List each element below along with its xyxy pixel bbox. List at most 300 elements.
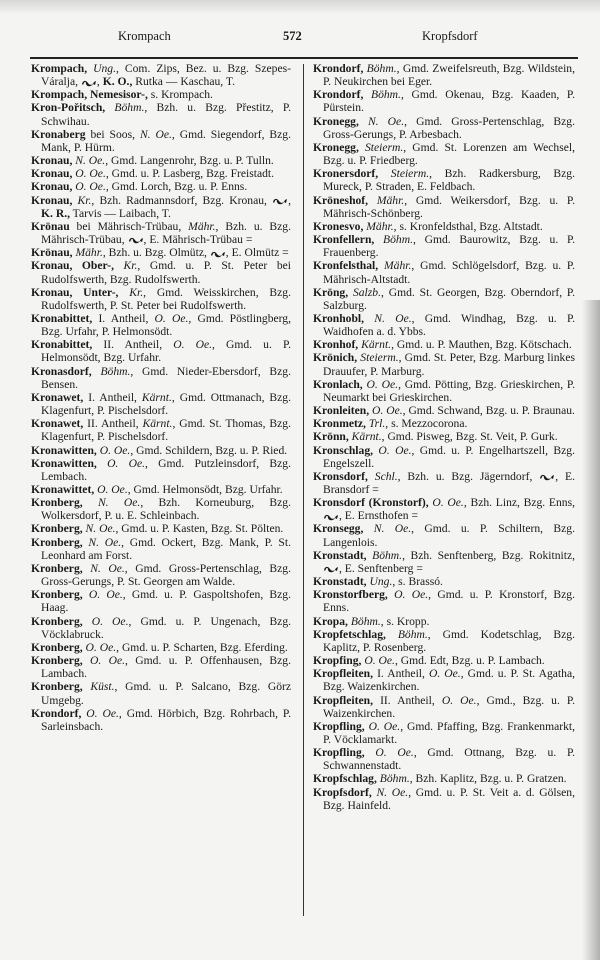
entry-text: , Gmd. u. P. Engelhartszell, Bzg. Engelszell.: [323, 443, 575, 470]
entry-text: , Gmd. u. P. St. Agatha, Bzg. Waizenkirchen.: [323, 667, 575, 694]
entry-text: [374, 233, 383, 246]
entry-region: Trl.: [368, 417, 386, 431]
entry-text: [83, 615, 92, 628]
gazetteer-entry: [313, 115, 575, 141]
entry-headword: Krönau,: [31, 246, 73, 260]
gazetteer-entry: [313, 259, 575, 285]
gazetteer-entry: [313, 746, 575, 772]
entry-text: , Gmd. St. Georgen, Bzg. Oberndorf, P. Salzburg.: [323, 285, 575, 312]
post-horn-icon: [272, 197, 288, 205]
entry-text: , Gmd. u. P. Mauthen, Bzg. Kötschach.: [391, 338, 572, 352]
gazetteer-entry: [31, 707, 291, 733]
gazetteer-entry: [31, 483, 291, 496]
entry-text: , Gmd. Lorch, Bzg. u. P. Enns.: [105, 180, 248, 194]
entry-headword: Kröneshof,: [313, 193, 369, 207]
entry-text: II. Antheil,: [92, 338, 174, 352]
entry-headword: Kron-Pořitsch,: [31, 101, 106, 115]
entry-region: O. Oe.: [99, 443, 131, 457]
entry-headword: Kronasdorf,: [31, 364, 92, 378]
gazetteer-entry: [31, 444, 291, 457]
entry-headword: Krompach, Nemesisor-,: [31, 88, 148, 102]
entry-text: , Bzh. Radkersburg, Bzg. Mureck, P. Straden, E. Feldbach.: [323, 167, 575, 194]
entry-headword: Krönich,: [313, 351, 358, 365]
entry-headword: Kronberg,: [31, 588, 83, 602]
entry-region: N. Oe.: [88, 535, 122, 549]
gazetteer-entry: [313, 588, 575, 614]
entry-text: II. Antheil,: [373, 693, 442, 707]
entry-region: O. Oe.: [375, 746, 414, 760]
entry-text: , Gmd. u. P. Scharten, Bzg. Eferding.: [116, 640, 288, 654]
gazetteer-entry: [313, 772, 575, 785]
entry-text: , Bzh. Radmannsdorf, Bzg. Kronau,: [91, 193, 273, 207]
gazetteer-entry: [313, 233, 575, 259]
entry-headword: Kronberg,: [31, 654, 83, 668]
entry-text: , E. Ernsthofen =: [339, 509, 418, 523]
gazetteer-entry: [31, 562, 291, 588]
entry-text: , Gmd. Helmonsödt, Bzg. Urfahr.: [127, 483, 283, 496]
entry-headword: Kronaberg: [31, 127, 86, 141]
entry-headword: Kronawet,: [31, 390, 84, 404]
entry-text: [368, 194, 377, 207]
entry-text: [359, 115, 368, 128]
entry-region: Böhm.: [372, 548, 403, 562]
entry-region: N. Oe.,: [139, 127, 175, 141]
entry-text: , Gmd. Kodetschlag, Bzg. Kaplitz, P. Rosenberg.: [323, 627, 575, 654]
gazetteer-entry: [313, 286, 575, 312]
gazetteer-entry: [313, 62, 575, 88]
entry-text: , Gmd. u. P. Kronstorf, Bzg. Enns.: [323, 588, 575, 615]
entry-text: , E. Olmütz =: [225, 246, 289, 260]
entry-text: Gmd. Pöstlingberg, Bzg. Urfahr, P. Helmonsödt.: [41, 311, 291, 339]
entry-headword: Kropfleiten,: [313, 667, 374, 681]
entry-text: , Bzh. Kaplitz, Bzg. u. P. Gratzen.: [409, 772, 567, 786]
entry-headword: Kronau,: [31, 193, 73, 207]
entry-text: ,: [288, 193, 291, 207]
gazetteer-entry: [313, 654, 575, 667]
entry-headword: Kronegg,: [313, 114, 359, 128]
entry-region: O. Oe.: [75, 167, 106, 181]
gazetteer-entry: [313, 628, 575, 654]
entry-region: Kärnt.: [361, 338, 392, 352]
entry-headword: Kropfing,: [313, 654, 362, 668]
entry-text: , Gmd. u. P. Schiltern, Bzg. Langenlois.: [323, 522, 575, 549]
gazetteer-entry: [31, 365, 291, 391]
entry-region: Böhm.: [371, 88, 401, 102]
entry-region: Mähr.: [188, 219, 216, 233]
entry-region: O. Oe.: [91, 614, 129, 628]
entry-region: O. Oe.: [364, 654, 395, 668]
entry-region: Böhm.: [379, 772, 410, 786]
gazetteer-entry: [31, 496, 291, 522]
entry-region: Kr.: [123, 259, 138, 273]
gazetteer-entry: [313, 444, 575, 470]
entry-text: , Gmd. Edt, Bzg. u. P. Lambach.: [394, 654, 545, 668]
entry-text: ,: [96, 75, 103, 89]
entry-headword: Kropfetschlag,: [313, 627, 386, 641]
entry-region: Salzb.: [352, 285, 381, 299]
entry-text: , Bzh. Korneuburg, Bzg. Wolkersdorf, P. u. E. Schleinbach.: [41, 496, 291, 523]
gazetteer-entry: [313, 430, 575, 443]
entry-text: , E. Mährisch-Trübau =: [143, 233, 253, 247]
entry-text: , Gmd. Nieder-Ebersdorf, Bzg. Bensen.: [41, 364, 291, 391]
running-header: [0, 29, 600, 45]
post-horn-icon: [210, 250, 226, 258]
gazetteer-entry: [31, 167, 291, 180]
entry-text: [368, 470, 375, 483]
gazetteer-entry: [31, 338, 291, 364]
entry-headword: Kropfschlag,: [313, 772, 377, 786]
entry-text: , Gmd. u. P. Helmonsödt, Bzg. Urfahr.: [41, 338, 291, 365]
gazetteer-entry: [31, 128, 291, 154]
entry-region: Ung.: [93, 62, 117, 75]
post-horn-icon: [128, 236, 144, 244]
column-divider: [303, 64, 304, 916]
entry-headword: Kronabittet,: [31, 311, 93, 325]
gazetteer-entry: [313, 338, 575, 351]
entry-region: N. Oe.: [97, 496, 141, 510]
scan-top-shading: [0, 0, 600, 14]
gazetteer-entry: [31, 62, 291, 88]
entry-text: , Gmd. Baurowitz, Bzg. u. P. Frauenberg.: [323, 233, 576, 260]
entry-region: N. Oe.: [374, 311, 412, 325]
entry-headword: Kronberg,: [31, 614, 83, 628]
gazetteer-entry: [313, 720, 575, 746]
entry-text: , E. Bransdorf =: [323, 469, 575, 496]
gazetteer-entry: [31, 641, 291, 654]
entry-region: O. Oe.: [394, 588, 429, 602]
entry-text: I. Antheil,: [92, 311, 155, 325]
entry-text: , Gmd. St. Peter, Bzg. Marburg linkes Drauufer, P. Marburg.: [323, 351, 576, 378]
entry-headword: Kronhof,: [313, 338, 359, 352]
entry-region: Küst.: [90, 680, 115, 694]
entry-headword: Kronberg,: [31, 680, 83, 694]
entry-text: , Gmd. Zweifelsreuth, Bzg. Wildstein, P. Neukirchen bei Eger.: [323, 62, 575, 89]
entry-headword: Krönau: [31, 219, 70, 233]
entry-headword: Kronstorfberg,: [313, 588, 388, 602]
entry-region: Kärnt.: [142, 417, 173, 431]
entry-region: Ung.: [369, 575, 393, 589]
entry-headword: Kronawittet,: [31, 483, 95, 496]
entry-text: , Gmd. u. P. Offenhausen, Bzg. Lambach.: [41, 654, 292, 681]
gazetteer-entry: [31, 259, 291, 285]
entry-text: , Bzh. u. Bzg. Mährisch-Trübau,: [41, 219, 291, 247]
entry-region: O. Oe.: [378, 443, 412, 457]
entry-text: , Gmd. u. P. Kasten, Bzg. St. Pölten.: [115, 522, 284, 536]
entry-region: Kärnt.: [351, 430, 382, 444]
gazetteer-entry: [313, 312, 575, 338]
gazetteer-entry: [313, 667, 575, 693]
entry-region: Böhm.: [383, 233, 413, 247]
gazetteer-entry: [31, 680, 291, 706]
entry-text: , Gmd. Ockert, Bzg. Mank, P. St. Leonhard am Forst.: [41, 535, 291, 562]
entry-text: , Gmd. u. P. Salcano, Bzg. Görz Umgebg.: [41, 680, 291, 707]
entry-region: N. Oe.: [75, 154, 106, 168]
entry-text: , Gmd. Weisskirchen, Bzg. Rudolfswerth, P. St. Peter bei Rudolfswerth.: [41, 285, 291, 312]
entry-text: , Gmd. u. P. Gaspoltshofen, Bzg. Haag.: [41, 588, 291, 615]
entry-text: bei Mährisch-Trübau,: [69, 219, 189, 233]
entry-text: , Com. Zips, Bez. u. Bzg. Szepes-Váralja,: [41, 62, 291, 89]
gazetteer-entry: [313, 88, 575, 114]
entry-headword: Kronabittet,: [31, 338, 93, 352]
entry-region: Steierm.: [390, 167, 430, 181]
entry-text: , Gmd. Putzleinsdorf, Bzg. Lembach.: [41, 456, 291, 483]
entry-headword: K. O.,: [102, 75, 133, 89]
entry-headword: Kronau,: [31, 180, 73, 194]
entry-headword: Kronlach,: [313, 377, 363, 391]
gazetteer-entry: [31, 615, 291, 641]
entry-text: [386, 628, 398, 641]
page-number: 572: [283, 29, 302, 43]
entry-headword: Kronstadt,: [313, 575, 367, 589]
entry-text: , s. Brassó.: [392, 575, 443, 589]
entry-text: [363, 522, 373, 535]
entry-headword: Krompach,: [31, 62, 88, 75]
entry-text: , Gmd. Pötting, Bzg. Grieskirchen, P. Neumarkt bei Grieskirchen.: [323, 377, 575, 404]
entry-headword: Krondorf,: [313, 88, 364, 102]
entry-text: Tarvis — Laibach, T.: [69, 206, 171, 220]
entry-text: bei Soos,: [85, 127, 140, 141]
entry-headword: K. R.,: [41, 206, 70, 220]
gazetteer-entry: [31, 457, 291, 483]
entry-region: N. Oe.: [90, 561, 125, 575]
entry-region: Mähr.: [75, 246, 103, 260]
left-column: [31, 62, 291, 733]
entry-headword: Kropa,: [313, 614, 348, 628]
entry-region: O. Oe.: [88, 588, 123, 602]
entry-text: , Gmd. Hörbich, Bzg. Rohrbach, P. Sarleinsbach.: [41, 706, 291, 733]
entry-region: O. Oe.: [368, 719, 401, 733]
entry-headword: Kronau, Ober-,: [31, 259, 114, 273]
entry-text: , Gmd. u. P. Ungenach, Bzg. Vöcklabruck.: [41, 614, 292, 641]
entry-region: O. Oe.: [432, 496, 464, 510]
gazetteer-entry: [313, 470, 575, 496]
entry-text: , Gmd. u. P. Lasberg, Bzg. Freistadt.: [105, 167, 275, 181]
entry-text: , Gmd., Bzg. u. P. Waizenkirchen.: [323, 693, 575, 720]
entry-headword: Kronau,: [31, 167, 73, 181]
entry-text: , Bzh. Linz, Bzg. Enns,: [463, 496, 576, 510]
entry-region: Mähr.: [366, 219, 394, 233]
entry-text: [378, 167, 391, 180]
entry-text: , Gmd. u. P. St. Peter bei Rudolfswerth, Bzg. Rudolfswerth.: [41, 259, 292, 286]
entry-text: s. Krompach.: [147, 88, 213, 102]
entry-region: Kr.: [77, 193, 92, 207]
entry-region: N. Oe.: [367, 114, 405, 128]
entry-headword: Krönn,: [313, 430, 349, 444]
entry-text: Gmd. Siegendorf, Bzg. Mank, P. Hürm.: [41, 127, 292, 154]
gazetteer-entry: [31, 522, 291, 535]
entry-headword: Kröng,: [313, 285, 349, 299]
entry-region: N. Oe.: [85, 522, 116, 536]
entry-region: Mähr.: [376, 193, 405, 207]
entry-headword: Krondorf,: [313, 62, 364, 75]
entry-text: I. Antheil,: [373, 667, 429, 681]
entry-region: Kr.: [129, 285, 144, 299]
entry-text: , Gmd. Schlögelsdorf, Bzg. u. P. Mährisch-Altstadt.: [323, 259, 575, 286]
entry-headword: Kropfling,: [313, 746, 365, 760]
entry-headword: Kronau, Unter-,: [31, 285, 119, 299]
entry-text: , Gmd. Okenau, Bzg. Kaaden, P. Pürstein.: [323, 88, 575, 115]
gazetteer-entry: [31, 88, 291, 101]
gazetteer-entry: [313, 417, 575, 430]
gazetteer-entry: [31, 417, 291, 443]
gazetteer-entry: [313, 522, 575, 548]
gazetteer-entry: [313, 575, 575, 588]
gazetteer-entry: [313, 141, 575, 167]
entry-text: , Gmd. Pfaffing, Bzg. Frankenmarkt, P. Vöcklamarkt.: [323, 719, 576, 746]
gazetteer-entry: [31, 101, 291, 127]
entry-region: Böhm.: [366, 62, 397, 75]
entry-headword: Kronhobl,: [313, 311, 365, 325]
entry-region: Schl.: [374, 469, 398, 483]
entry-region: Böhm.: [350, 614, 381, 628]
gazetteer-entry: [313, 378, 575, 404]
entry-text: , Gmd. Weikersdorf, Bzg. u. P. Mährisch-Schönberg.: [323, 193, 575, 220]
entry-text: , Gmd. St. Thomas, Bzg. Klagenfurt, P. Pischelsdorf.: [41, 417, 291, 444]
gazetteer-entry: [313, 167, 575, 193]
entry-headword: Kronberg,: [31, 522, 83, 536]
entry-region: O. Oe.: [107, 456, 145, 470]
entry-region: N. Oe.: [373, 522, 412, 536]
entry-headword: Kronegg,: [313, 140, 359, 154]
post-horn-icon: [323, 565, 339, 573]
entry-headword: Kropfsdorf,: [313, 785, 372, 799]
entry-text: , s. Kronfeldsthal, Bzg. Altstadt.: [393, 219, 543, 233]
entry-region: Kärnt.: [141, 390, 172, 404]
entry-region: O. Oe.: [173, 338, 212, 352]
entry-text: , Gmd. Windhag, Bzg. u. P. Waidhofen a. d. Ybbs.: [323, 311, 576, 339]
entry-region: Böhm.: [100, 364, 131, 378]
gazetteer-entry: [31, 220, 291, 246]
entry-headword: Kronsdorf (Kronstorf),: [313, 496, 429, 510]
entry-region: O. Oe.: [441, 693, 477, 707]
gazetteer-entry: [313, 220, 575, 233]
gazetteer-entry: [313, 549, 575, 575]
entry-headword: Kronfelsthal,: [313, 259, 379, 273]
gazetteer-entry: [31, 536, 291, 562]
entry-headword: Kronberg,: [31, 640, 83, 654]
entry-text: , Gmd. Gross-Pertenschlag, Bzg. Gross-Gerungs, P. St. Georgen am Walde.: [41, 561, 291, 589]
entry-text: [114, 259, 124, 272]
entry-text: [83, 654, 90, 667]
gazetteer-entry: [31, 654, 291, 680]
post-horn-icon: [323, 513, 339, 521]
entry-text: I. Antheil,: [83, 390, 142, 404]
entry-region: O. Oe.: [366, 377, 399, 391]
entry-region: O. Oe.: [428, 667, 461, 681]
entry-text: , Bzh. u. Bzg. Olmütz,: [102, 246, 210, 260]
entry-text: , Gmd. St. Lorenzen am Wechsel, Bzg. u. P. Friedberg.: [323, 140, 575, 168]
entry-headword: Kronmetz,: [313, 417, 366, 431]
entry-headword: Kropfleiten,: [313, 693, 374, 707]
entry-region: N. Oe.: [376, 785, 409, 799]
entry-region: O. Oe.,: [154, 311, 192, 325]
entry-headword: Kronberg,: [31, 535, 83, 549]
entry-headword: Kronau,: [31, 154, 73, 168]
entry-region: Steierm.: [360, 351, 399, 365]
entry-text: [118, 286, 129, 299]
gazetteer-entry: [313, 404, 575, 417]
entry-headword: Kronawitten,: [31, 456, 97, 470]
entry-text: [83, 496, 98, 509]
entry-region: O. Oe.: [97, 483, 128, 496]
entry-headword: Kronawitten,: [31, 443, 97, 457]
entry-headword: Kronleiten,: [313, 404, 370, 418]
entry-text: , Gmd. Pisweg, Bzg. St. Veit, P. Gurk.: [381, 430, 558, 444]
entry-text: , Bzh. u. Bzg. Jägerndorf,: [397, 469, 540, 483]
entry-headword: Kronsdorf,: [313, 469, 368, 483]
gazetteer-entry: [31, 246, 291, 259]
gazetteer-entry: [31, 154, 291, 167]
entry-text: , Gmd. Langenrohr, Bzg. u. P. Tulln.: [105, 154, 274, 168]
entry-headword: Kronsegg,: [313, 522, 364, 536]
gazetteer-entry: [313, 786, 575, 812]
header-last-entry: Kropfsdorf: [422, 29, 478, 43]
gazetteer-entry: [31, 391, 291, 417]
gazetteer-entry: [313, 351, 575, 377]
entry-text: , Bzh. u. Bzg. Přestitz, P. Schwihau.: [41, 101, 291, 128]
entry-region: O. Oe.: [86, 706, 119, 720]
scan-edge-shading: [582, 300, 600, 960]
entry-text: II. Antheil,: [83, 417, 143, 431]
post-horn-icon: [81, 79, 97, 87]
gazetteer-entry: [31, 286, 291, 312]
entry-region: O. Oe.: [90, 654, 126, 668]
entry-headword: Krondorf,: [31, 706, 82, 720]
post-horn-icon: [539, 473, 555, 481]
entry-headword: Kronberg,: [31, 496, 83, 510]
gazetteer-entry: [313, 694, 575, 720]
entry-region: O. Oe.: [372, 404, 403, 418]
entry-text: , E. Senftenberg =: [339, 561, 423, 575]
entry-headword: Kronberg,: [31, 561, 83, 575]
entry-region: Steierm.: [364, 140, 404, 154]
entry-headword: Kronstadt,: [313, 548, 367, 562]
entry-headword: Kronesvo,: [313, 219, 364, 233]
entry-headword: Kropfling,: [313, 719, 365, 733]
entry-region: O. Oe.: [75, 180, 106, 194]
entry-headword: Kronschlag,: [313, 443, 374, 457]
gazetteer-entry: [313, 496, 575, 522]
entry-region: Böhm.: [397, 627, 428, 641]
header-first-entry: Krompach: [118, 29, 171, 43]
entry-text: , Bzh. Senftenberg, Bzg. Rokitnitz,: [402, 548, 575, 562]
entry-region: Böhm.: [114, 101, 145, 115]
gazetteer-entry: [313, 615, 575, 628]
right-column: [313, 62, 575, 812]
entry-region: O. Oe.: [85, 640, 117, 654]
entry-headword: Kronfellern,: [313, 233, 375, 247]
gazetteer-entry: [31, 180, 291, 193]
entry-text: Rutka — Kaschau, T.: [132, 75, 235, 89]
entry-text: , Gmd. Ottnang, Bzg. u. P. Schwannenstadt.: [323, 746, 575, 773]
gazetteer-entry: [31, 588, 291, 614]
entry-text: , Gmd. Gross-Pertenschlag, Bzg. Gross-Gerungs, P. Arbesbach.: [323, 114, 576, 141]
entry-text: , s. Mezzocorona.: [385, 417, 468, 431]
header-rule: [30, 57, 578, 59]
entry-headword: Kronersdorf,: [313, 167, 379, 181]
entry-text: , s. Kropp.: [380, 614, 430, 628]
entry-text: [364, 312, 374, 325]
entry-headword: Kronawet,: [31, 417, 84, 431]
entry-text: [97, 457, 107, 470]
entry-text: , Gmd. Schwand, Bzg. u. P. Braunau.: [402, 404, 575, 418]
entry-text: [363, 88, 371, 101]
gazetteer-entry: [31, 312, 291, 338]
entry-text: , Gmd. Ottmanach, Bzg. Klagenfurt, P. Pischelsdorf.: [41, 390, 291, 418]
entry-region: Mähr.: [383, 259, 412, 273]
entry-text: [365, 746, 376, 759]
entry-text: , Gmd. Schildern, Bzg. u. P. Ried.: [130, 443, 288, 457]
